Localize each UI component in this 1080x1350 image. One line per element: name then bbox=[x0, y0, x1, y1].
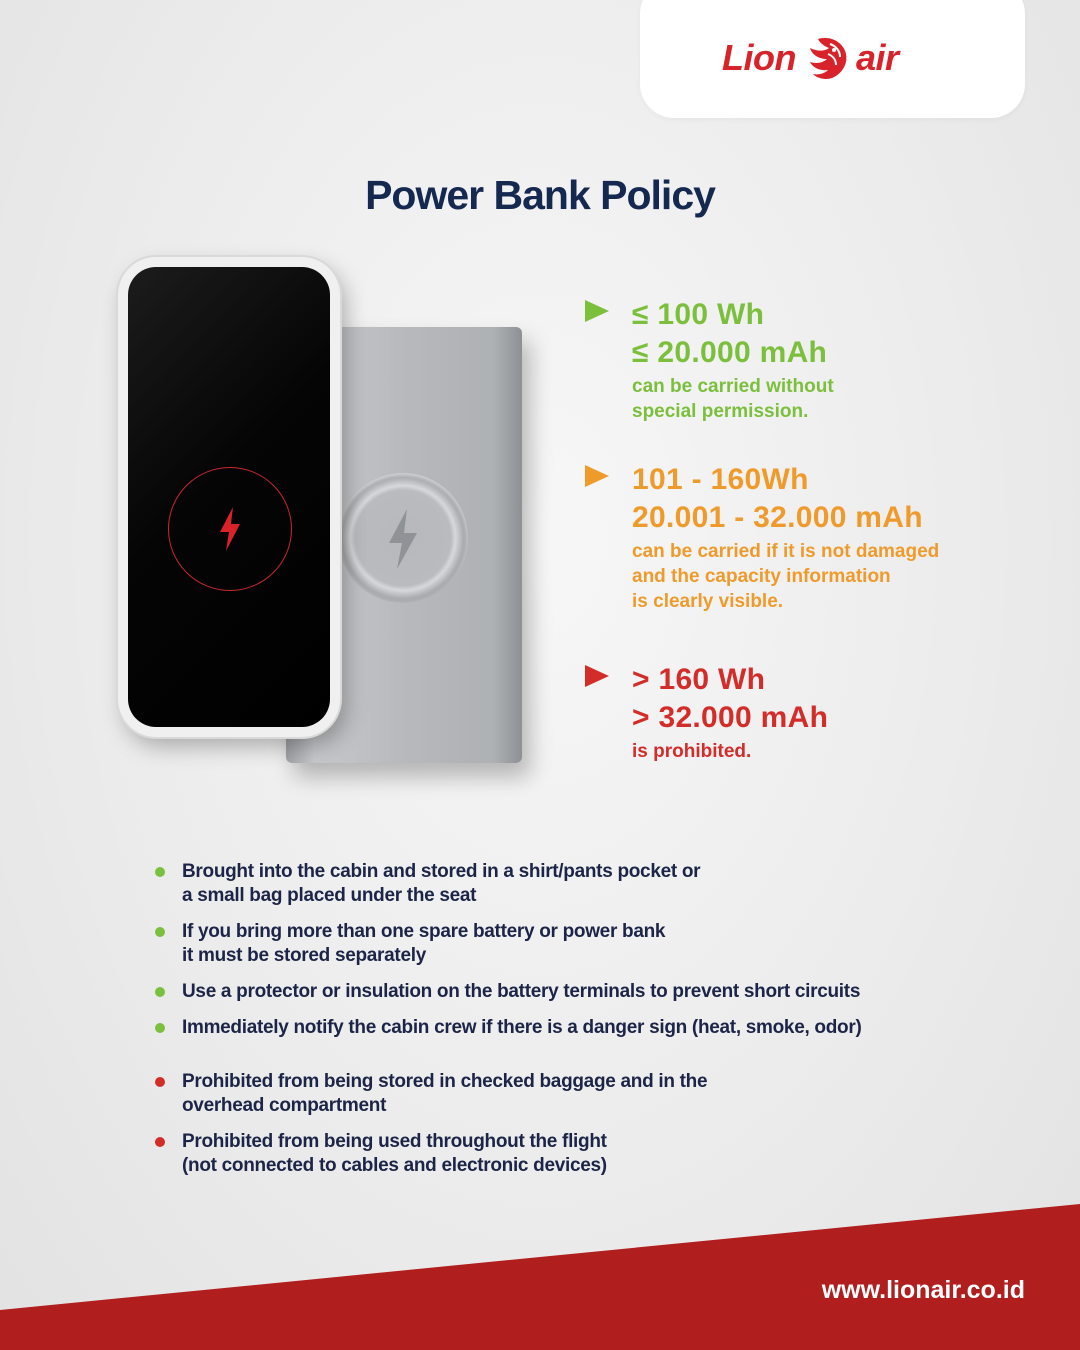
page-title: Power Bank Policy bbox=[365, 172, 715, 218]
phone-screen bbox=[128, 267, 330, 727]
capacity-rule-conditional bbox=[585, 461, 939, 614]
rule-mah: ≤ 20.000 mAh bbox=[632, 336, 828, 369]
rule-mah: > 32.000 mAh bbox=[632, 701, 829, 734]
green-dot-icon bbox=[155, 987, 165, 997]
rule-mah: 20.001 - 32.000 mAh bbox=[632, 501, 923, 534]
lion-head-icon bbox=[800, 34, 852, 82]
red-dot-icon bbox=[155, 1137, 165, 1147]
list-item: Prohibited from being used throughout the flight (not connected to cables and electronic devices) bbox=[155, 1130, 955, 1178]
triangle-bullet-icon bbox=[585, 665, 609, 687]
rule-note: can be carried without special permission. bbox=[632, 376, 834, 422]
guidelines-list bbox=[155, 860, 955, 1178]
list-item: Immediately notify the cabin crew if there is a danger sign (heat, smoke, odor) bbox=[155, 1016, 955, 1040]
lion-air-logo[interactable] bbox=[722, 34, 899, 82]
capacity-rule-allowed bbox=[585, 296, 834, 424]
lightning-bolt-icon bbox=[383, 507, 423, 571]
power-bank-illustration bbox=[100, 245, 550, 785]
capacity-rule-prohibited bbox=[585, 661, 828, 764]
list-item: If you bring more than one spare battery or power bank it must be stored separately bbox=[155, 920, 955, 968]
list-item: Brought into the cabin and stored in a shirt/pants pocket or a small bag placed under the seat bbox=[155, 860, 955, 908]
green-dot-icon bbox=[155, 1023, 165, 1033]
rule-note: is prohibited. bbox=[632, 741, 752, 762]
rule-wh: ≤ 100 Wh bbox=[632, 298, 765, 331]
rule-wh: 101 - 160Wh bbox=[632, 463, 809, 496]
logo-text-air: air bbox=[855, 37, 899, 78]
smartphone bbox=[118, 257, 340, 737]
rule-wh: > 160 Wh bbox=[632, 663, 766, 696]
wireless-charging-pad bbox=[338, 473, 468, 603]
red-dot-icon bbox=[155, 1077, 165, 1087]
website-link[interactable]: www.lionair.co.id bbox=[821, 1276, 1025, 1304]
triangle-bullet-icon bbox=[585, 465, 609, 487]
list-item: Prohibited from being stored in checked baggage and in the overhead compartment bbox=[155, 1070, 955, 1118]
list-item: Use a protector or insulation on the battery terminals to prevent short circuits bbox=[155, 980, 955, 1004]
logo-text-lion: Lion bbox=[722, 37, 796, 78]
footer-band bbox=[0, 1190, 1080, 1350]
rule-note: can be carried if it is not damaged and the capacity information is clearly visible. bbox=[632, 541, 940, 612]
triangle-bullet-icon bbox=[585, 300, 609, 322]
lightning-bolt-icon bbox=[217, 505, 243, 553]
green-dot-icon bbox=[155, 867, 165, 877]
green-dot-icon bbox=[155, 927, 165, 937]
charging-ring bbox=[168, 467, 292, 591]
